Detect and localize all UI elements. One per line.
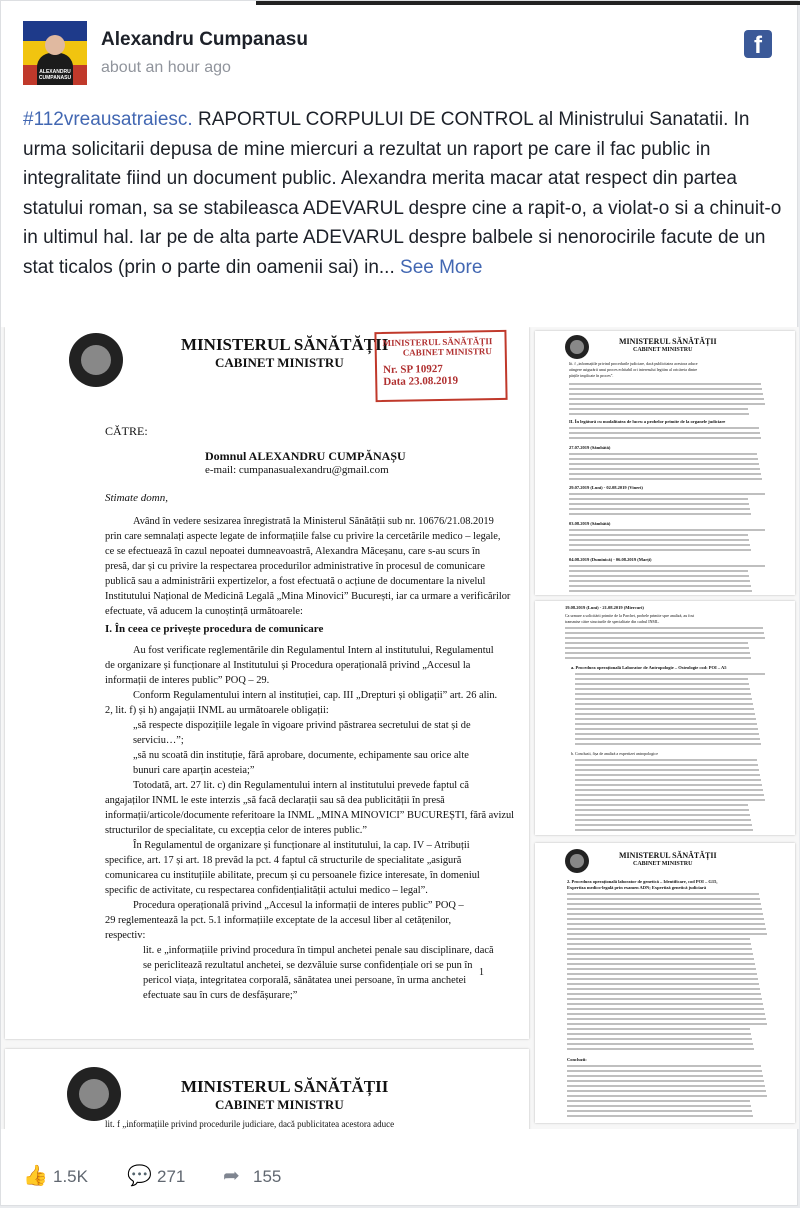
- see-more-link[interactable]: See More: [400, 256, 483, 278]
- document-line: de organizare și funcționare al Institutului și Procedura operațională privind „Accesul la: [105, 660, 471, 671]
- text-line: [575, 728, 758, 730]
- text-line: [569, 468, 760, 470]
- document-line: specific de activitate, cu respectarea confidențialității actului medico – legal”.: [105, 885, 428, 896]
- text-line: [567, 1038, 752, 1040]
- document-line: Au fost verificate reglementările din Regulamentul Intern al institutului, Regulamentul: [133, 645, 494, 656]
- document-line: specifice, art. 17 și art. 18 prevăd la pct. 4 faptul că structurile de specialitate „asigură: [105, 855, 462, 866]
- document-line: În Regulamentul de organizare și funcționare al institutului, la cap. IV – Atribuții: [133, 840, 470, 851]
- text-line: [569, 413, 749, 415]
- text-line: [567, 1115, 753, 1117]
- text-line: [567, 1013, 765, 1015]
- document-line: lit. e „informațiile privind procedura în timpul anchetei penale sau disciplinare, dacă: [143, 945, 494, 956]
- text-line: [567, 908, 762, 910]
- document-line: comunicarea cu instituțiile abilitate, precum și cu persoanele fizice interesate, în domeniul: [105, 870, 480, 881]
- text-line: [567, 903, 761, 905]
- text-line: [569, 403, 765, 405]
- text-line: [575, 698, 752, 700]
- document-line: informații de interes public” POQ – 29.: [105, 675, 270, 686]
- facebook-icon[interactable]: f: [744, 30, 772, 58]
- text-line: [569, 498, 748, 500]
- like-button[interactable]: [23, 1163, 88, 1188]
- document-line: bunuri care aparțin acesteia;”: [133, 765, 255, 776]
- text-line: [567, 1048, 754, 1050]
- author-name[interactable]: Alexandru Cumpanasu: [101, 29, 308, 50]
- text-line: [575, 814, 750, 816]
- top-border: [256, 1, 800, 5]
- text-line: [567, 1023, 767, 1025]
- document-side-page-2: 19.08.2019 (Luni) - 21.08.2019 (Miercuri) Ca urmare a solicitării primite de la Parchet, probele primite spre analiză, au fost transmise către structurile de specialitate din cadrul INML. a. Procedura operațională Laborator de Antropologie – Osteologie cod: POI – A5 b. Concluzii, fișa de analiză a expertizei antropologice: [535, 601, 795, 835]
- text-line: [567, 918, 764, 920]
- document-line: serviciu…”;: [133, 735, 184, 746]
- text-line: [567, 953, 753, 955]
- like-count: 1.5K: [53, 1167, 88, 1186]
- text-line: [567, 913, 763, 915]
- coat-of-arms-icon: [565, 335, 589, 359]
- text-line: [569, 398, 764, 400]
- hashtag-link[interactable]: #112vreausatraiesc.: [23, 109, 193, 130]
- text-line: [565, 637, 765, 639]
- text-line: [567, 1018, 766, 1020]
- thumbs-up-icon: 👍: [23, 1165, 48, 1187]
- document-line: Având în vedere sesizarea înregistrată la Ministerul Sănătății sub nr. 10676/21.08.2019: [133, 516, 494, 527]
- text-line: [575, 819, 751, 821]
- document-line: publică sau a administrării expertizelor, a fost efectuată o acțiune de documentare la nivelul: [105, 576, 486, 587]
- text-line: [567, 1110, 752, 1112]
- text-line: [567, 1095, 767, 1097]
- text-line: [569, 388, 762, 390]
- text-line: [567, 1070, 762, 1072]
- document-line: structurilor de specialitate, cu excepția celor de interes public.”: [105, 825, 367, 836]
- text-line: [567, 1085, 765, 1087]
- text-line: [567, 928, 766, 930]
- text-line: [567, 993, 761, 995]
- text-line: [575, 713, 755, 715]
- document-line: „să nu scoată din instituție, fără aprobare, documente, echipamente sau orice alte: [133, 750, 469, 761]
- text-line: [575, 824, 752, 826]
- text-line: [567, 948, 752, 950]
- text-line: [575, 794, 764, 796]
- text-line: [569, 534, 748, 536]
- coat-of-arms-icon: [565, 849, 589, 873]
- text-line: [567, 938, 750, 940]
- text-line: [575, 759, 757, 761]
- text-line: [569, 580, 750, 582]
- text-line: [565, 652, 750, 654]
- text-line: [575, 799, 765, 801]
- text-line: [567, 958, 754, 960]
- text-line: [569, 432, 760, 434]
- text-line: [567, 1043, 753, 1045]
- text-line: [569, 508, 750, 510]
- text-line: [575, 683, 749, 685]
- text-line: [567, 998, 762, 1000]
- text-line: [575, 673, 765, 675]
- text-line: [575, 769, 759, 771]
- text-line: [575, 738, 760, 740]
- text-line: [569, 565, 765, 567]
- document-line: angajaților INML le este interzis „să facă declarații sau să dea publicității în presă: [105, 795, 445, 806]
- text-line: [575, 784, 762, 786]
- text-line: [569, 393, 763, 395]
- text-line: [569, 453, 757, 455]
- text-line: [575, 733, 759, 735]
- text-line: [575, 809, 749, 811]
- document-line: presă, dar și cu privire la respectarea procedurilor administrative în procesul de comunicare: [105, 561, 485, 572]
- text-line: [569, 408, 748, 410]
- text-line: [567, 1090, 766, 1092]
- text-line: [569, 549, 751, 551]
- text-line: [567, 1028, 750, 1030]
- share-button[interactable]: [223, 1163, 281, 1188]
- text-line: [569, 437, 761, 439]
- text-line: [567, 1033, 751, 1035]
- text-line: [575, 723, 757, 725]
- coat-of-arms-icon: [67, 1067, 121, 1121]
- comment-count: 271: [157, 1167, 186, 1186]
- document-line: efectuate, vă aducem la cunoștință următoarele:: [105, 606, 303, 617]
- document-line: „să respecte dispozițiile legale în vigoare privind păstrarea secretului de stat și de: [133, 720, 471, 731]
- text-line: [569, 473, 761, 475]
- document-line: 2, lit. f) și h) angajații INML au următoarele obligații:: [105, 705, 329, 716]
- text-line: [569, 383, 761, 385]
- text-line: [565, 657, 751, 659]
- document-line: Procedura operațională privind „Accesul la informații de interes public” POQ –: [133, 900, 464, 911]
- text-line: [569, 539, 749, 541]
- text-line: [565, 632, 764, 634]
- text-line: [575, 708, 754, 710]
- reaction-bar: [1, 1151, 799, 1207]
- document-line: se periclitează rezultatul anchetei, se dezvăluie surse confidențiale ori se pun în: [143, 960, 473, 971]
- document-side-page-1: MINISTERUL SĂNĂTĂȚII CABINET MINISTRU lit. f „informațiile privind procedurile judiciare, dacă publicitatea acestora aduce atingere asigurării unui proces echitabil ori interesului legitim al oricăreia dintre părțile implicate în proces”. II. În legătură cu modalitatea de lucru a probelor primite de la organele judiciare 27.07.2019 (Sâmbătă) 29.07.2019 (Luni) - 02.08.2019 (Vineri) 03.08.2019 (Sâmbătă) 04.08.2019 (Duminică) - 06.08.2019 (Marți): [535, 331, 795, 595]
- document-line: 29 reglementează la pct. 5.1 informațiile exceptate de la accesul liber al cetățenilor,: [105, 915, 452, 926]
- document-line: prin care semnalați aspecte legate de informațiile false cu privire la cercetările medico – legale,: [105, 531, 501, 542]
- post-timestamp[interactable]: about an hour ago: [101, 59, 231, 76]
- document-line: Institutului Național de Medicină Legală „Mina Minovici” București, iar ca urmare a verificărilor: [105, 591, 511, 602]
- document-line: ce se efectuează în cazul nepoatei dumneavoastră, Alexandra Măceșanu, care s-au scurs în: [105, 546, 481, 557]
- text-line: [575, 774, 760, 776]
- text-line: [567, 1008, 764, 1010]
- text-line: [569, 493, 765, 495]
- document-line: Conform Regulamentului intern al instituției, cap. III „Drepturi și obligații” art. 26 alin.: [133, 690, 498, 701]
- text-line: [575, 743, 761, 745]
- text-line: [575, 693, 751, 695]
- coat-of-arms-icon: [69, 333, 123, 387]
- text-line: [569, 513, 751, 515]
- document-image[interactable]: [1, 327, 799, 1129]
- text-line: [565, 642, 748, 644]
- share-count: 155: [253, 1167, 282, 1186]
- text-line: [565, 627, 763, 629]
- text-line: [567, 1003, 763, 1005]
- comment-button[interactable]: [127, 1163, 185, 1188]
- text-line: [567, 963, 755, 965]
- text-line: [575, 804, 748, 806]
- text-line: [569, 458, 758, 460]
- text-line: [569, 503, 749, 505]
- document-line: Totodată, art. 27 lit. c) din Regulamentului intern al institutului prevede faptul că: [133, 780, 470, 791]
- text-line: [567, 983, 759, 985]
- document-page-2: MINISTERUL SĂNĂTĂȚII CABINET MINISTRU lit. f „informațiile privind procedurile judiciare, dacă publicitatea acestora aduce: [5, 1049, 529, 1129]
- text-line: [575, 703, 753, 705]
- text-line: [567, 978, 758, 980]
- text-line: [569, 585, 751, 587]
- text-line: [569, 427, 759, 429]
- text-line: [575, 779, 761, 781]
- document-line: informații/articole/documente referitoare la INML „MINA MINOVICI” BUCUREȘTI, fără avizul: [105, 810, 515, 821]
- document-side-page-3: MINISTERUL SĂNĂTĂȚII CABINET MINISTRU 2. Procedura operațională laborator de genetică – Identificare, cod POI – G15, Expertiza medico-legală prin examen ADN; Expertiză genetică judiciară Concluzii:: [535, 843, 795, 1123]
- text-line: [567, 973, 757, 975]
- text-line: [575, 688, 750, 690]
- text-line: [569, 544, 750, 546]
- text-line: [569, 575, 749, 577]
- share-icon: ➦: [223, 1165, 240, 1187]
- text-line: [567, 923, 765, 925]
- text-line: [565, 647, 749, 649]
- text-line: [575, 789, 763, 791]
- document-line: pericol viața, integritatea corporală, sănătatea unei persoane, în urma anchetei: [143, 975, 467, 986]
- text-line: [575, 678, 748, 680]
- avatar[interactable]: ALEXANDRU CUMPANASU: [23, 21, 87, 85]
- text-line: [569, 463, 759, 465]
- text-line: [569, 570, 748, 572]
- document-line: respectiv:: [105, 930, 146, 941]
- text-line: [567, 943, 751, 945]
- text-line: [575, 829, 753, 831]
- document-main-page: MINISTERUL SĂNĂTĂȚII CABINET MINISTRU MINISTERUL SĂNĂTĂȚII CABINET MINISTRU Nr. SP 10927 Data 23.08.2019 CĂTRE: Domnul ALEXANDRU CUMPĂNAȘU e-mail: cumpanasualexandru@gmail.com Stimate domn, Având în vedere sesizarea înregistrată la Ministerul Sănătății sub nr. 10676/21.08.2019 prin care semnalați aspecte legate de informațiile false cu privire la cercetările medico – legale, ce se efectuează în cazul nepoatei dumneavoastră, Alexandra Măceșanu, care s-au scurs în presă, dar și cu privire la respectarea procedurilor administrative în procesul de comunicare publică sau a administrării expertizelor, a fost efectuată o acțiune de documentare la nivelul Institutului Național de Medicină Legală „Mina Minovici” București, iar ca urmare a verificărilor efectuate, vă aducem la cunoștință următoarele: Au fost verificate reglementările din Regulamentul Intern al institutului, Regulamentul de organizare și funcționare al Institutului și Procedura operațională privind „Accesul la informații de interes public” POQ – 29. Conform Regulamentului intern al instituției, cap. III „Drepturi și obligații” art. 26 alin. 2, lit. f) și h) angajații INML au următoarele obligații: „să respecte dispozițiile legale în vigoare privind păstrarea secretului de stat și de serviciu…”; „să nu scoată din instituție, fără aprobare, documente, echipamente sau orice alte bunuri care aparțin acesteia;” Totodată, art. 27 lit. c) din Regulamentului intern al institutului prevede faptul că angajaților INML le este interzis „să facă declarații sau să dea publicității în presă informații/articole/documente referitoare la INML „MINA MINOVICI” BUCUREȘTI, fără avizul structurilor de specialitate, cu excepția celor de interes public.” În Regulamentul de organizare și funcționare al institutului, la cap. IV – Atribuții specifice, art. 17 și art. 18 prevăd la pct. 4 faptul că structurile de specialitate „asigură comunicarea cu instituțiile abilitate, precum și cu persoanele fizice interesate, în domeniul specific de activitate, cu respectarea confidențialității actului medico – legal”. Procedura operațională privind „Accesul la informații de interes public” POQ – 29 reglementează la pct. 5.1 informațiile exceptate de la accesul liber al cetățenilor, respectiv: lit. e „informațiile privind procedura în timpul anchetei penale sau disciplinare, dacă se periclitează rezultatul anchetei, se dezvăluie surse confidențiale ori se pun în pericol viața, integritatea corporală, sănătatea unei persoane, în urma anchetei efectuate sau în curs de desfășurare;” I. În ceea ce privește procedura de comunicare 1: [5, 327, 529, 1039]
- document-line: efectuate sau în curs de desfășurare;”: [143, 990, 298, 1001]
- text-line: [567, 1080, 764, 1082]
- text-line: [567, 893, 759, 895]
- text-line: [567, 1075, 763, 1077]
- text-line: [567, 933, 767, 935]
- text-line: [567, 968, 756, 970]
- comment-icon: 💬: [127, 1165, 152, 1187]
- post-text: #112vreausatraiesc. RAPORTUL CORPULUI DE CONTROL al Ministrului Sanatatii. In urma solicitarii depusa de mine miercuri a rezultat un raport pe care il fac public in integralitate fiind un document public. Alexandra merita macar atat respect din partea statului roman, sa se stabileasca ADEVARUL despre cine a rapit-o, a violat-o si a chinuit-o in ultimul hal. Iar pe de alta parte ADEVARUL despre balbele si nenorocirile facute de un stat ticalos (prin o parte din oamenii sai) in... See More: [23, 109, 782, 278]
- text-line: [567, 1065, 761, 1067]
- text-line: [575, 718, 756, 720]
- text-line: [567, 1100, 750, 1102]
- text-line: [567, 988, 760, 990]
- text-line: [569, 478, 762, 480]
- text-line: [567, 1105, 751, 1107]
- text-line: [569, 529, 765, 531]
- text-line: [567, 898, 760, 900]
- registration-stamp: MINISTERUL SĂNĂTĂȚII CABINET MINISTRU Nr. SP 10927 Data 23.08.2019: [374, 330, 507, 402]
- text-line: [575, 764, 758, 766]
- text-line: [569, 590, 752, 592]
